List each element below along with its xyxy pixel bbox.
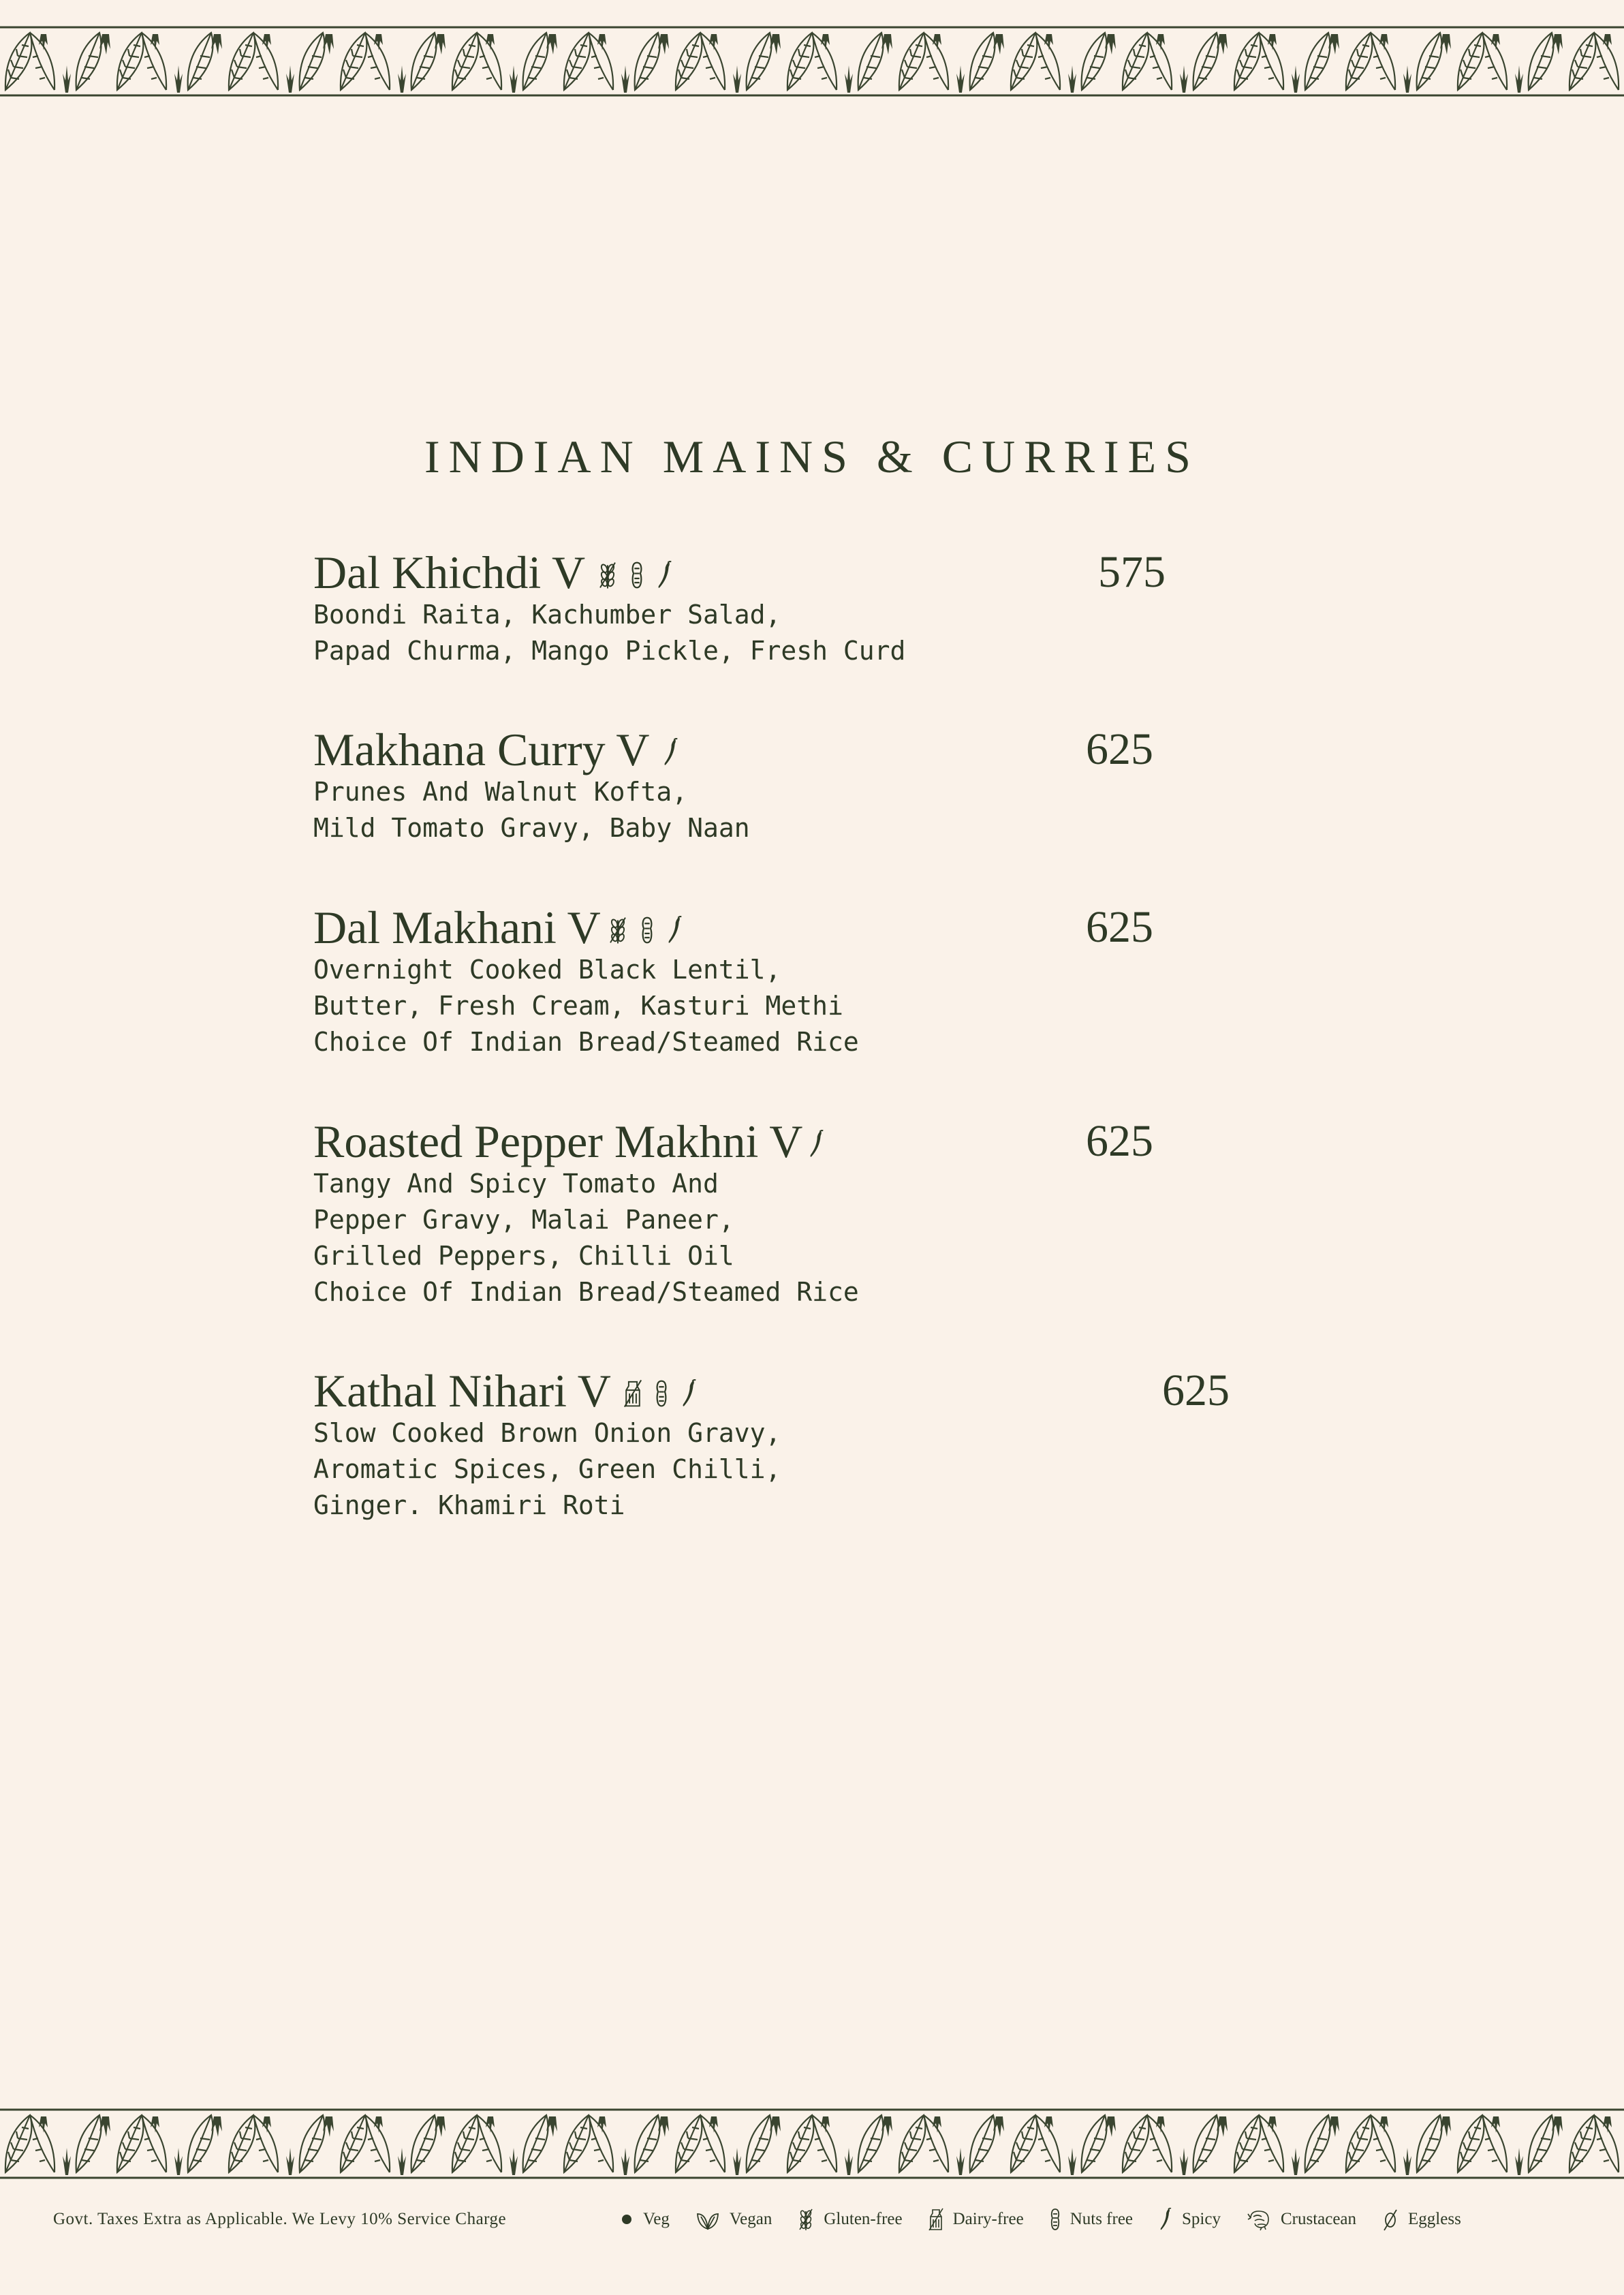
item-price: 625 — [1162, 1366, 1230, 1415]
item-name: Makhana Curry V — [313, 724, 650, 775]
footer — [0, 2202, 1624, 2243]
item-price: 575 — [1098, 547, 1166, 597]
item-price: 625 — [1086, 724, 1153, 774]
gluten-free-icon — [608, 915, 628, 945]
spicy-icon — [662, 737, 679, 767]
item-description: Slow Cooked Brown Onion Gravy, Aromatic Spices, Green Chilli, Ginger. Khamiri Roti — [313, 1418, 781, 1520]
item-dietary-marks — [623, 1364, 698, 1418]
vegan-leaf-icon — [696, 2207, 720, 2232]
item-name: Kathal Nihari V — [313, 1365, 611, 1417]
item-name: Dal Khichdi V — [313, 546, 586, 598]
legend-eggless: Eggless — [1382, 2207, 1461, 2232]
item-description: Overnight Cooked Black Lentil, Butter, Fresh Cream, Kasturi Methi Choice Of Indian Bread/Steamed Rice — [313, 955, 859, 1057]
spicy-icon — [666, 915, 683, 945]
bottom-leaf-border — [0, 2107, 1624, 2181]
item-name: Roasted Pepper Makhni V — [313, 1115, 803, 1167]
nuts-free-icon — [655, 1378, 668, 1408]
gluten-free-icon — [798, 2207, 814, 2232]
item-price: 625 — [1086, 902, 1153, 952]
item-dietary-marks — [608, 900, 683, 955]
item-description: Tangy And Spicy Tomato And Pepper Gravy, Malai Paneer, Grilled Peppers, Chilli Oil Choice Of Indian Bread/Steamed Rice — [313, 1169, 859, 1307]
top-leaf-border — [0, 25, 1624, 98]
legend-veg: Veg — [620, 2207, 670, 2232]
legend-spicy: Spicy — [1159, 2207, 1221, 2232]
nuts-free-icon — [630, 560, 644, 590]
item-description: Prunes And Walnut Kofta, Mild Tomato Gravy, Baby Naan — [313, 777, 750, 843]
spicy-icon — [808, 1129, 825, 1159]
dairy-free-icon — [928, 2207, 943, 2232]
gluten-free-icon — [597, 560, 618, 590]
nuts-free-icon — [640, 915, 654, 945]
legend-vegan: Vegan — [696, 2207, 772, 2232]
legend-dairy-free: Dairy-free — [928, 2207, 1024, 2232]
tax-note: Govt. Taxes Extra as Applicable. We Levy 10% Service Charge — [53, 2210, 507, 2228]
spicy-icon — [656, 560, 673, 590]
item-dietary-marks — [597, 545, 673, 600]
legend-gluten-free: Gluten-free — [798, 2207, 902, 2232]
menu-item — [313, 722, 1267, 846]
nuts-free-icon — [1050, 2207, 1061, 2232]
menu-item — [313, 1364, 1267, 1524]
crustacean-icon — [1247, 2207, 1271, 2232]
dietary-legend — [620, 2202, 1461, 2236]
menu-item — [313, 900, 1267, 1060]
spicy-icon — [1159, 2207, 1172, 2232]
item-description: Boondi Raita, Kachumber Salad, Papad Churma, Mango Pickle, Fresh Curd — [313, 600, 906, 666]
spicy-icon — [681, 1378, 698, 1408]
item-price: 625 — [1086, 1116, 1153, 1166]
legend-nuts-free: Nuts free — [1050, 2207, 1133, 2232]
section-title: INDIAN MAINS & CURRIES — [424, 430, 1200, 482]
item-dietary-marks — [808, 1114, 825, 1169]
legend-crustacean: Crustacean — [1247, 2207, 1356, 2232]
menu-item — [313, 1114, 1267, 1310]
item-dietary-marks — [662, 722, 679, 777]
item-name: Dal Makhani V — [313, 902, 601, 953]
menu-item — [313, 545, 1267, 669]
dairy-free-icon — [623, 1378, 642, 1408]
eggless-icon — [1382, 2207, 1399, 2232]
veg-dot-icon — [620, 2207, 634, 2232]
